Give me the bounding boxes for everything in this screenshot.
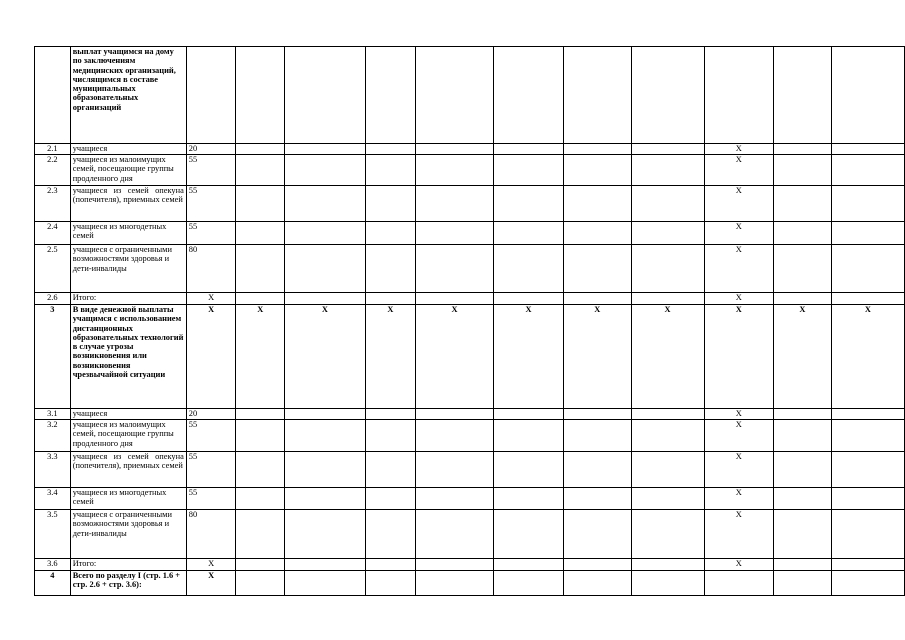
row-description: учащиеся из малоимущих семей, посещающие группы продленного дня	[70, 420, 186, 452]
table-row	[35, 559, 905, 571]
data-cell-7: X	[631, 305, 704, 409]
data-cell-6	[564, 420, 631, 452]
row-value: 80	[186, 245, 236, 293]
data-cell-4	[416, 245, 494, 293]
data-cell-7	[631, 144, 704, 155]
data-cell-7	[631, 452, 704, 488]
data-cell-5	[493, 47, 563, 144]
data-cell-1	[236, 245, 285, 293]
row-number: 2.6	[35, 293, 71, 305]
data-cell-6	[564, 155, 631, 186]
data-cell-10	[831, 155, 904, 186]
data-cell-2: X	[285, 305, 366, 409]
data-cell-5	[493, 144, 563, 155]
data-cell-10	[831, 409, 904, 420]
data-cell-3	[365, 293, 415, 305]
data-cell-3	[365, 510, 415, 559]
data-cell-10	[831, 510, 904, 559]
data-cell-7	[631, 510, 704, 559]
row-number: 3	[35, 305, 71, 409]
data-cell-1	[236, 144, 285, 155]
row-number: 4	[35, 571, 71, 596]
data-cell-3	[365, 452, 415, 488]
data-cell-2	[285, 144, 366, 155]
row-number: 2.2	[35, 155, 71, 186]
data-cell-4	[416, 186, 494, 222]
data-cell-2	[285, 47, 366, 144]
row-description: учащиеся из семей опекуна (попечителя), приемных семей	[70, 186, 186, 222]
data-cell-2	[285, 488, 366, 510]
data-cell-8: X	[704, 155, 773, 186]
data-cell-9	[773, 186, 831, 222]
table-row	[35, 305, 905, 409]
data-cell-6	[564, 510, 631, 559]
row-description: учащиеся из многодетных семей	[70, 222, 186, 245]
row-value: X	[186, 305, 236, 409]
data-cell-10	[831, 571, 904, 596]
data-cell-1	[236, 293, 285, 305]
row-value: 80	[186, 510, 236, 559]
row-number: 3.3	[35, 452, 71, 488]
data-cell-8: X	[704, 245, 773, 293]
table-row	[35, 420, 905, 452]
data-cell-9	[773, 452, 831, 488]
data-cell-5	[493, 559, 563, 571]
row-value: 55	[186, 155, 236, 186]
report-table	[34, 46, 905, 596]
data-cell-2	[285, 409, 366, 420]
data-cell-9: X	[773, 305, 831, 409]
table-row	[35, 144, 905, 155]
row-description: учащиеся из многодетных семей	[70, 488, 186, 510]
row-number: 2.1	[35, 144, 71, 155]
data-cell-5	[493, 488, 563, 510]
data-cell-6	[564, 47, 631, 144]
table-row	[35, 409, 905, 420]
data-cell-10	[831, 47, 904, 144]
data-cell-7	[631, 47, 704, 144]
data-cell-1	[236, 409, 285, 420]
row-value: 20	[186, 144, 236, 155]
data-cell-6	[564, 488, 631, 510]
data-cell-10	[831, 559, 904, 571]
data-cell-9	[773, 571, 831, 596]
data-cell-8: X	[704, 305, 773, 409]
data-cell-10: X	[831, 305, 904, 409]
table-row	[35, 510, 905, 559]
data-cell-5	[493, 155, 563, 186]
data-cell-8: X	[704, 144, 773, 155]
row-number: 3.1	[35, 409, 71, 420]
data-cell-2	[285, 245, 366, 293]
data-cell-2	[285, 222, 366, 245]
data-cell-5	[493, 452, 563, 488]
table-row	[35, 186, 905, 222]
data-cell-1	[236, 510, 285, 559]
data-cell-8: X	[704, 186, 773, 222]
data-cell-1	[236, 420, 285, 452]
row-description: учащиеся	[70, 144, 186, 155]
data-cell-6: X	[564, 305, 631, 409]
row-description: Итого:	[70, 293, 186, 305]
data-cell-6	[564, 559, 631, 571]
data-cell-8	[704, 571, 773, 596]
data-cell-3	[365, 245, 415, 293]
data-cell-3	[365, 186, 415, 222]
row-number: 2.4	[35, 222, 71, 245]
data-cell-6	[564, 452, 631, 488]
row-value: 55	[186, 222, 236, 245]
data-cell-7	[631, 186, 704, 222]
row-description: учащиеся с ограниченными возможностями здоровья и дети-инвалиды	[70, 510, 186, 559]
data-cell-3	[365, 144, 415, 155]
table-row	[35, 452, 905, 488]
data-cell-2	[285, 510, 366, 559]
data-cell-7	[631, 420, 704, 452]
row-number: 3.6	[35, 559, 71, 571]
data-cell-7	[631, 293, 704, 305]
table-body	[35, 47, 905, 596]
row-value: X	[186, 293, 236, 305]
data-cell-9	[773, 420, 831, 452]
data-cell-5	[493, 420, 563, 452]
data-cell-9	[773, 293, 831, 305]
row-number: 3.5	[35, 510, 71, 559]
table-row	[35, 571, 905, 596]
data-cell-7	[631, 245, 704, 293]
data-cell-9	[773, 47, 831, 144]
data-cell-4	[416, 510, 494, 559]
data-cell-10	[831, 420, 904, 452]
data-cell-1	[236, 559, 285, 571]
data-cell-6	[564, 144, 631, 155]
data-cell-3	[365, 420, 415, 452]
data-cell-10	[831, 144, 904, 155]
row-value: X	[186, 559, 236, 571]
data-cell-5: X	[493, 305, 563, 409]
row-description: учащиеся из семей опекуна (попечителя), приемных семей	[70, 452, 186, 488]
data-cell-10	[831, 222, 904, 245]
data-cell-7	[631, 409, 704, 420]
data-cell-2	[285, 559, 366, 571]
data-cell-8: X	[704, 409, 773, 420]
data-cell-9	[773, 144, 831, 155]
data-cell-9	[773, 510, 831, 559]
data-cell-3	[365, 47, 415, 144]
row-description: учащиеся с ограниченными возможностями здоровья и дети-инвалиды	[70, 245, 186, 293]
data-cell-3	[365, 488, 415, 510]
row-description: Всего по разделу I (стр. 1.6 + стр. 2.6 + стр. 3.6):	[70, 571, 186, 596]
data-cell-9	[773, 245, 831, 293]
data-cell-5	[493, 510, 563, 559]
data-cell-3	[365, 222, 415, 245]
data-cell-2	[285, 186, 366, 222]
data-cell-3	[365, 409, 415, 420]
row-number: 2.3	[35, 186, 71, 222]
data-cell-3	[365, 571, 415, 596]
data-cell-8: X	[704, 488, 773, 510]
data-cell-1	[236, 47, 285, 144]
data-cell-4	[416, 409, 494, 420]
data-cell-4	[416, 420, 494, 452]
data-cell-8: X	[704, 293, 773, 305]
row-value: 55	[186, 420, 236, 452]
data-cell-7	[631, 222, 704, 245]
table-row	[35, 47, 905, 144]
data-cell-7	[631, 559, 704, 571]
data-cell-5	[493, 245, 563, 293]
row-number	[35, 47, 71, 144]
data-cell-3	[365, 559, 415, 571]
data-cell-5	[493, 222, 563, 245]
row-value: 20	[186, 409, 236, 420]
data-cell-4	[416, 47, 494, 144]
row-value: 55	[186, 186, 236, 222]
data-cell-6	[564, 222, 631, 245]
table-row	[35, 488, 905, 510]
data-cell-9	[773, 488, 831, 510]
data-cell-3	[365, 155, 415, 186]
data-cell-9	[773, 559, 831, 571]
data-cell-6	[564, 571, 631, 596]
data-cell-7	[631, 571, 704, 596]
table-row	[35, 155, 905, 186]
row-description: учащиеся из малоимущих семей, посещающие группы продленного дня	[70, 155, 186, 186]
data-cell-10	[831, 186, 904, 222]
data-cell-1	[236, 155, 285, 186]
row-number: 2.5	[35, 245, 71, 293]
data-cell-8	[704, 47, 773, 144]
data-cell-1	[236, 186, 285, 222]
row-value: X	[186, 571, 236, 596]
table-row	[35, 245, 905, 293]
data-cell-10	[831, 245, 904, 293]
row-description: Итого:	[70, 559, 186, 571]
row-value	[186, 47, 236, 144]
data-cell-4	[416, 222, 494, 245]
row-description: учащиеся	[70, 409, 186, 420]
row-description: выплат учащимся на дому по заключениям медицинских организаций, числящимся в составе муниципальных образовательных организаций	[70, 47, 186, 144]
data-cell-5	[493, 409, 563, 420]
data-cell-1	[236, 222, 285, 245]
data-cell-8: X	[704, 452, 773, 488]
data-cell-10	[831, 293, 904, 305]
data-cell-4	[416, 144, 494, 155]
data-cell-5	[493, 186, 563, 222]
data-cell-7	[631, 155, 704, 186]
data-cell-4	[416, 452, 494, 488]
data-cell-2	[285, 571, 366, 596]
data-cell-7	[631, 488, 704, 510]
data-cell-3: X	[365, 305, 415, 409]
data-cell-1	[236, 452, 285, 488]
data-cell-6	[564, 409, 631, 420]
row-number: 3.2	[35, 420, 71, 452]
data-cell-4	[416, 571, 494, 596]
data-cell-9	[773, 155, 831, 186]
data-cell-1: X	[236, 305, 285, 409]
data-cell-6	[564, 245, 631, 293]
data-cell-8: X	[704, 559, 773, 571]
data-cell-4	[416, 293, 494, 305]
data-cell-8: X	[704, 510, 773, 559]
row-value: 55	[186, 452, 236, 488]
data-cell-5	[493, 571, 563, 596]
data-cell-8: X	[704, 222, 773, 245]
row-value: 55	[186, 488, 236, 510]
data-cell-4	[416, 559, 494, 571]
data-cell-10	[831, 488, 904, 510]
data-cell-9	[773, 222, 831, 245]
data-cell-1	[236, 571, 285, 596]
data-cell-1	[236, 488, 285, 510]
data-cell-2	[285, 155, 366, 186]
data-cell-9	[773, 409, 831, 420]
data-cell-10	[831, 452, 904, 488]
data-cell-5	[493, 293, 563, 305]
data-cell-4	[416, 488, 494, 510]
table-row	[35, 293, 905, 305]
data-cell-4	[416, 155, 494, 186]
row-number: 3.4	[35, 488, 71, 510]
data-cell-2	[285, 420, 366, 452]
data-cell-2	[285, 293, 366, 305]
table-row	[35, 222, 905, 245]
data-cell-8: X	[704, 420, 773, 452]
data-cell-6	[564, 293, 631, 305]
data-cell-6	[564, 186, 631, 222]
data-cell-2	[285, 452, 366, 488]
data-cell-4: X	[416, 305, 494, 409]
row-description: В виде денежной выплаты учащимся с использованием дистанционных образовательных технологий в случае угрозы возникновения или возникновения чрезвычайной ситуации	[70, 305, 186, 409]
